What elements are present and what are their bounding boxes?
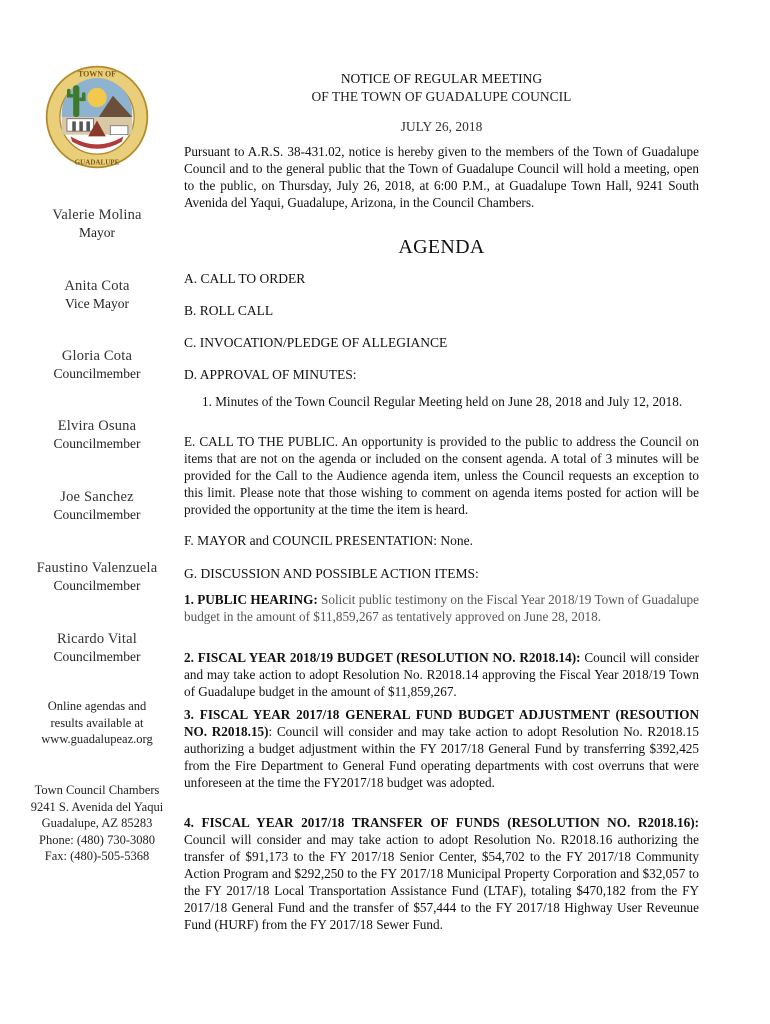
item-g1-heading: 1. PUBLIC HEARING:: [184, 592, 318, 607]
member-title: Councilmember: [53, 649, 141, 664]
member-title: Mayor: [79, 225, 115, 240]
item-a: A. CALL TO ORDER: [184, 271, 306, 286]
item-b: B. ROLL CALL: [184, 303, 274, 318]
notice-header: [184, 70, 699, 106]
item-g2-heading: 2. FISCAL YEAR 2018/19 BUDGET (RESOLUTION NO. R2018.14):: [184, 650, 581, 665]
online-line: Online agendas and: [47, 699, 147, 713]
contact-line: Town Council Chambers: [34, 783, 160, 797]
sidebar: [22, 64, 172, 863]
member-councilmember: [22, 488, 172, 524]
item-g4: [184, 814, 699, 933]
town-seal-logo: [44, 64, 150, 170]
item-g4-body: Council will consider and may take action to adopt Resolution No. R2018.16 authorizing the transfer of $91,173 to the FY 2017/18 Senior Center, $54,702 to the FY 2017/18 Community Action Program and $292,250 to the FY 2017/18 Municipal Property Corporation and $32,057 to the FY 2017/18 Local Transportation Assistance Fund (LTAF), totaling $470,182 from the FY 2017/18 General Fund and the transfer of $57,444 to the FY 2017/18 Highway User Reveunue Fund (HURF) from the FY 2017/18 Sewer Fund.: [184, 832, 699, 932]
item-d1: 1. Minutes of the Town Council Regular Meeting held on June 28, 2018 and July 12, 2018.: [202, 394, 683, 409]
contact-phone: Phone: (480) 730-3080: [39, 832, 155, 847]
item-g3-heading: 3. FISCAL YEAR 2017/18 GENERAL FUND BUDGET ADJUSTMENT (RESOUTION NO. R2018.15): [184, 707, 699, 739]
notice-subtitle: OF THE TOWN OF GUADALUPE COUNCIL: [311, 89, 572, 104]
notice-title: NOTICE OF REGULAR MEETING: [340, 71, 543, 86]
member-name: Gloria Cota: [61, 348, 133, 364]
member-councilmember: [22, 559, 172, 595]
item-g2-body: Council will consider and may take action to adopt Resolution No. R2018.14 approving the Fiscal Year 2018/19 Town of Guadalupe budget in the amount of $11,859,267.: [184, 650, 699, 699]
item-e: E. CALL TO THE PUBLIC. An opportunity is provided to the public to address the Council on items that are not on the agenda or included on the consent agenda. A total of 3 minutes will be provided for the Call to the Audience agenda item, unless the Council requests an exception to this limit. Please note that those wishing to comment on agenda items posted for action will be provided the opportunity at the time the item is heard.: [184, 434, 699, 517]
contact-line: 9241 S. Avenida del Yaqui: [30, 799, 164, 814]
member-name: Valerie Molina: [52, 207, 142, 223]
member-name: Elvira Osuna: [57, 418, 137, 434]
contact-fax: Fax: (480)-505-5368: [44, 849, 150, 863]
contact-line: Guadalupe, AZ 85283: [41, 816, 153, 830]
member-councilmember: [22, 417, 172, 453]
item-g1-body: Solicit public testimony on the Fiscal Year 2018/19 Town of Guadalupe budget in the amount of $11,859,267 as tentatively approved on June 28, 2018.: [184, 592, 700, 624]
item-g3-body: : Council will consider and may take action to adopt Resolution No. R2018.15 authorizing a budget adjustment within the FY 2017/18 General Fund by transferring $392,425 from the Fire Department to General Fund operating departments with cost overruns that were unforeseen at the time the FY2017/18 budget was adopted.: [184, 724, 699, 790]
member-mayor: [22, 206, 172, 242]
member-title: Councilmember: [53, 366, 141, 381]
member-title: Vice Mayor: [64, 296, 130, 311]
member-name: Faustino Valenzuela: [36, 560, 158, 576]
member-name: Joe Sanchez: [60, 489, 134, 505]
member-name: Ricardo Vital: [57, 631, 137, 647]
meeting-date: JULY 26, 2018: [400, 119, 483, 134]
member-title: Councilmember: [53, 436, 141, 451]
main-content: [184, 70, 700, 932]
member-councilmember: [22, 347, 172, 383]
item-g4-heading: 4. FISCAL YEAR 2017/18 TRANSFER OF FUNDS (RESOLUTION NO. R2018.16):: [184, 815, 699, 830]
item-g1: [184, 591, 699, 625]
member-name: Anita Cota: [64, 278, 130, 294]
svg-text:TOWN OF: TOWN OF: [77, 69, 117, 79]
member-vice-mayor: [22, 277, 172, 313]
member-councilmember: [22, 630, 172, 666]
item-g2: [184, 649, 699, 700]
agenda-heading: AGENDA: [398, 236, 485, 258]
agenda-title: [184, 236, 699, 259]
svg-text:GUADALUPE: GUADALUPE: [74, 158, 120, 167]
contact-block: [22, 782, 172, 865]
item-c: C. INVOCATION/PLEDGE OF ALLEGIANCE: [184, 335, 448, 350]
item-f: F. MAYOR and COUNCIL PRESENTATION: None.: [184, 533, 473, 548]
item-g3: [184, 706, 699, 791]
intro-paragraph: Pursuant to A.R.S. 38-431.02, notice is hereby given to the members of the Town of Guadalupe Council and to the general public that the Town of Guadalupe Council will hold a meeting, open to the public, on Thursday, July 26, 2018, at 6:00 P.M., at Guadalupe Town Hall, 9241 South Avenida del Yaqui, Guadalupe, Arizona, in the Council Chambers.: [184, 144, 699, 210]
member-title: Councilmember: [53, 578, 141, 593]
online-line: results available at: [50, 715, 144, 730]
item-g: G. DISCUSSION AND POSSIBLE ACTION ITEMS:: [184, 566, 479, 581]
item-d: D. APPROVAL OF MINUTES:: [184, 367, 357, 382]
online-agendas-note: [22, 698, 172, 748]
member-title: Councilmember: [53, 507, 141, 522]
website-link[interactable]: www.guadalupeaz.org: [41, 732, 153, 746]
